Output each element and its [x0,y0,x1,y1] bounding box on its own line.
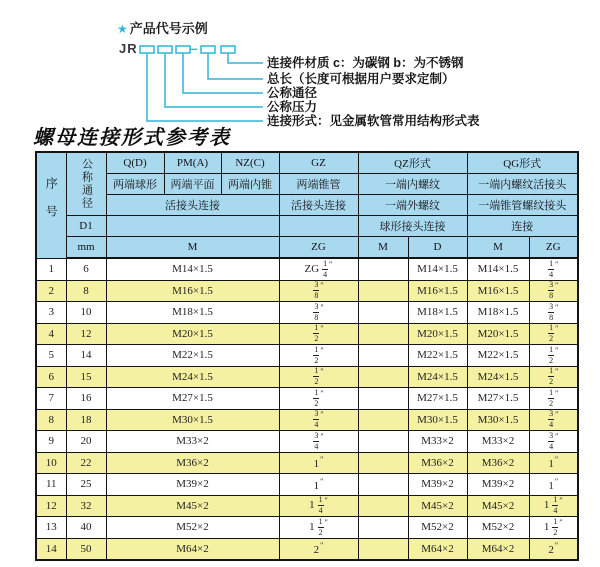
dn-value-cell: 25 [66,474,106,496]
m-thread-cell: M24×1.5 [106,366,279,388]
table-row [36,388,578,410]
qg-m-cell: M30×1.5 [467,409,529,431]
header-empty-left [106,216,279,237]
code-label-length: 总长（长度可根据用户要求定制） [267,72,455,86]
qg-m-cell: M24×1.5 [467,366,529,388]
m-thread-cell: M39×2 [106,474,279,496]
gz-thread-cell: 1″ [279,474,358,496]
row-number-cell: 2 [36,280,66,302]
qz-d-cell: M27×1.5 [408,388,467,410]
qz-m-cell [358,258,408,280]
code-box [140,46,154,53]
nut-connection-table [35,151,579,561]
code-box [176,46,190,53]
qz-d-cell: M30×1.5 [408,409,467,431]
header-nz: NZ(C) [221,152,279,174]
dn-value-cell: 10 [66,302,106,324]
qg-zg-cell: 1″ [529,452,578,474]
header-qg-taper: 一端锥管螺纹接头 [467,195,578,216]
header-pm: PM(A) [164,152,221,174]
header-qz-unit-d: D [408,237,467,259]
leader-line [208,53,263,79]
row-number-cell: 14 [36,538,66,560]
m-thread-cell: M45×2 [106,495,279,517]
code-label-diameter: 公称通径 [267,86,318,100]
qz-m-cell [358,280,408,302]
row-number-cell: 5 [36,345,66,367]
gz-thread-cell: $\frac{1}{2}$ ″ [279,345,358,367]
qz-d-cell: M20×1.5 [408,323,467,345]
m-thread-cell: M22×1.5 [106,345,279,367]
qz-d-cell: M36×2 [408,452,467,474]
qz-m-cell [358,323,408,345]
m-thread-cell: M30×1.5 [106,409,279,431]
qz-d-cell: M39×2 [408,474,467,496]
dn-value-cell: 40 [66,517,106,539]
code-box [158,46,172,53]
qg-zg-cell: $\frac{1}{2}$ ″ [529,366,578,388]
qg-m-cell: M36×2 [467,452,529,474]
row-number-cell: 1 [36,258,66,280]
qg-zg-cell: $\frac{1}{4}$ ″ [529,258,578,280]
product-code-prefix: JR [119,41,138,56]
table-row [36,366,578,388]
gz-thread-cell: 1″ [279,452,358,474]
row-number-cell: 8 [36,409,66,431]
qg-m-cell: M39×2 [467,474,529,496]
gz-thread-cell: ZG $\frac{1}{4}$ ″ [279,258,358,280]
dn-value-cell: 8 [66,280,106,302]
qg-m-cell: M18×1.5 [467,302,529,324]
gz-thread-cell: $\frac{1}{2}$ ″ [279,323,358,345]
m-thread-cell: M52×2 [106,517,279,539]
qg-zg-cell: 1″ [529,474,578,496]
gz-thread-cell: $\frac{1}{2}$ ″ [279,366,358,388]
header-qg-unit-zg: ZG [529,237,578,259]
header-empty-gz [279,216,358,237]
qz-m-cell [358,409,408,431]
header-qg-unit-m: M [467,237,529,259]
gz-thread-cell: 1 $\frac{1}{2}$ ″ [279,517,358,539]
qg-m-cell: M16×1.5 [467,280,529,302]
qg-zg-cell: $\frac{1}{2}$ ″ [529,345,578,367]
table-row [36,323,578,345]
m-thread-cell: M20×1.5 [106,323,279,345]
header-row-1 [36,152,578,174]
header-qg-sub: 一端内螺纹活接头 [467,174,578,195]
header-gz-sub: 两端锥管 [279,174,358,195]
header-row-3 [36,195,578,216]
header-seq: 序号 [36,152,66,258]
dn-value-cell: 50 [66,538,106,560]
table-row [36,409,578,431]
dn-value-cell: 18 [66,409,106,431]
m-thread-cell: M14×1.5 [106,258,279,280]
table-row [36,345,578,367]
qg-m-cell: M27×1.5 [467,388,529,410]
table-row [36,258,578,280]
header-row-5 [36,237,578,259]
qz-d-cell: M52×2 [408,517,467,539]
qz-m-cell [358,302,408,324]
dn-value-cell: 20 [66,431,106,453]
gz-thread-cell: $\frac{3}{4}$ ″ [279,409,358,431]
header-qz-sub: 一端内螺纹 [358,174,467,195]
diagram-heading-text: 产品代号示例 [129,21,208,36]
qg-m-cell: M33×2 [467,431,529,453]
qz-m-cell [358,388,408,410]
gz-thread-cell: $\frac{3}{8}$ ″ [279,302,358,324]
qz-m-cell [358,431,408,453]
qg-zg-cell: 1 $\frac{1}{4}$ ″ [529,495,578,517]
gz-thread-cell: $\frac{3}{4}$ ″ [279,431,358,453]
qg-zg-cell: $\frac{3}{4}$ ″ [529,409,578,431]
qg-zg-cell: 2″ [529,538,578,560]
table-body [36,258,578,560]
table-row [36,431,578,453]
header-q: Q(D) [106,152,164,174]
qz-d-cell: M33×2 [408,431,467,453]
qz-m-cell [358,452,408,474]
row-number-cell: 7 [36,388,66,410]
code-label-pressure: 公称压力 [267,100,318,114]
row-number-cell: 13 [36,517,66,539]
table-row [36,538,578,560]
qg-m-cell: M20×1.5 [467,323,529,345]
m-thread-cell: M33×2 [106,431,279,453]
qg-zg-cell: $\frac{3}{8}$ ″ [529,302,578,324]
header-union-joint: 活接头连接 [106,195,279,216]
row-number-cell: 10 [36,452,66,474]
header-unit-mm: mm [66,237,106,259]
header-gz: GZ [279,152,358,174]
code-box [221,46,235,53]
m-thread-cell: M16×1.5 [106,280,279,302]
qz-m-cell [358,474,408,496]
code-box [201,46,215,53]
row-number-cell: 4 [36,323,66,345]
table-row [36,452,578,474]
qz-m-cell [358,517,408,539]
header-qz: QZ形式 [358,152,467,174]
leader-line [183,53,263,93]
m-thread-cell: M64×2 [106,538,279,560]
qg-m-cell: M52×2 [467,517,529,539]
dn-value-cell: 22 [66,452,106,474]
leader-line [165,53,263,107]
header-qg: QG形式 [467,152,578,174]
leader-line [228,53,263,63]
table-row [36,302,578,324]
qz-d-cell: M22×1.5 [408,345,467,367]
row-number-cell: 12 [36,495,66,517]
qz-d-cell: M18×1.5 [408,302,467,324]
row-number-cell: 9 [36,431,66,453]
dn-value-cell: 14 [66,345,106,367]
header-dn: 公称通径 [66,152,106,216]
header-unit-m: M [106,237,279,259]
header-qg-connect: 连接 [467,216,578,237]
row-number-cell: 3 [36,302,66,324]
header-qz-unit-m: M [358,237,408,259]
qg-m-cell: M45×2 [467,495,529,517]
header-row-4 [36,216,578,237]
table-row [36,495,578,517]
qg-zg-cell: $\frac{3}{4}$ ″ [529,431,578,453]
header-gz-union: 活接头连接 [279,195,358,216]
table-row [36,280,578,302]
qz-d-cell: M45×2 [408,495,467,517]
qz-m-cell [358,495,408,517]
header-qz-external: 一端外螺纹 [358,195,467,216]
gz-thread-cell: 1 $\frac{1}{4}$ ″ [279,495,358,517]
qz-m-cell [358,366,408,388]
qg-m-cell: M64×2 [467,538,529,560]
dn-value-cell: 6 [66,258,106,280]
qz-m-cell [358,538,408,560]
qg-m-cell: M14×1.5 [467,258,529,280]
dn-value-cell: 15 [66,366,106,388]
code-dash: – [190,40,198,56]
code-label-connection: 连接形式：见金属软管常用结构形式表 [267,114,480,128]
m-thread-cell: M36×2 [106,452,279,474]
qz-d-cell: M64×2 [408,538,467,560]
table-row [36,474,578,496]
star-icon: ★ [117,22,128,36]
qz-d-cell: M16×1.5 [408,280,467,302]
m-thread-cell: M18×1.5 [106,302,279,324]
dn-value-cell: 16 [66,388,106,410]
qg-zg-cell: $\frac{1}{2}$ ″ [529,388,578,410]
gz-thread-cell: $\frac{3}{8}$ ″ [279,280,358,302]
gz-thread-cell: $\frac{1}{2}$ ″ [279,388,358,410]
qg-zg-cell: 1 $\frac{1}{2}$ ″ [529,517,578,539]
header-unit-zg: ZG [279,237,358,259]
header-nz-sub: 两端内锥 [221,174,279,195]
gz-thread-cell: 2″ [279,538,358,560]
header-d1: D1 [66,216,106,237]
header-pm-sub: 两端平面 [164,174,221,195]
qz-d-cell: M14×1.5 [408,258,467,280]
qz-d-cell: M24×1.5 [408,366,467,388]
header-qz-ball: 球形接头连接 [358,216,467,237]
dn-value-cell: 32 [66,495,106,517]
header-row-2 [36,174,578,195]
qz-m-cell [358,345,408,367]
dn-value-cell: 12 [66,323,106,345]
m-thread-cell: M27×1.5 [106,388,279,410]
table-title: 螺母连接形式参考表 [33,125,231,149]
qg-m-cell: M22×1.5 [467,345,529,367]
row-number-cell: 6 [36,366,66,388]
qg-zg-cell: $\frac{1}{2}$ ″ [529,323,578,345]
header-q-sub: 两端球形 [106,174,164,195]
row-number-cell: 11 [36,474,66,496]
table-row [36,517,578,539]
code-label-material: 连接件材质 c：为碳钢 b：为不锈钢 [267,56,464,70]
qg-zg-cell: $\frac{3}{8}$ ″ [529,280,578,302]
diagram-heading [117,18,208,37]
